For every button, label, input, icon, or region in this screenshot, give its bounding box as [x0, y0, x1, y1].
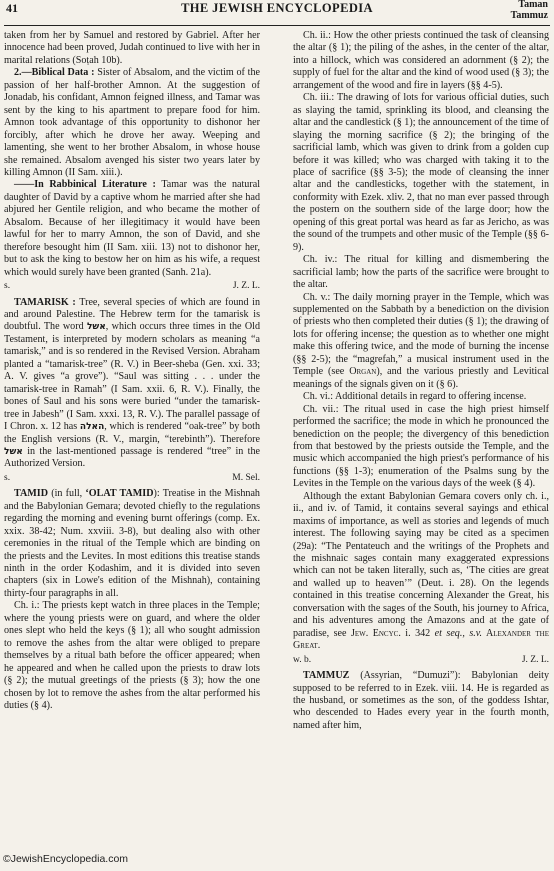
- article-title: TAMMUZ: [303, 670, 350, 682]
- right-column: [293, 30, 549, 732]
- signature-class: s.: [4, 472, 11, 483]
- page-number: 41: [6, 1, 18, 15]
- paragraph: Ch. i.: The priests kept watch in three places in the Temple; where the young priests were on guard, and where the older ones slept who held the keys (§ 1); all who sought admission to remove the ashes from the altar were obliged to prepare themselves by a ritual bath before the officer appeared; when he appeared and when he called upon the priests to draw lots (§ 2); the mutual greetings of the priests (§ 3); how the one chosen by lot to remove the ashes from the altar performed his duties (§ 4).: [4, 600, 260, 712]
- article-title: TAMARISK :: [14, 296, 76, 308]
- hebrew-word: אשל: [86, 322, 106, 333]
- paragraph: Ch. v.: The daily morning prayer in the Temple, which was supplemented on the Sabbath by a benediction on the division of priests who then completed their duties (§ 1); the drawing of lots for offering incense; the question as to whether one might make this offering twice, and the mode of burning the incense (§§ 2-5); the “magrefah,” a musical instrument used in the Temple (see Organ), and the various priestly and Levitical meanings of the signals given on it (§ 6).: [293, 291, 550, 390]
- signature-line: [4, 472, 260, 484]
- cross-reference: Alexander the Great.: [293, 627, 550, 652]
- article-tamarisk: TAMARISK : Tree, several species of which are found in and around Palestine. The Hebrew term for the tamarisk is doubtful. The word אשל, which occurs three times in the Old Testament, is interpreted by modern scholars as meaning “a tamarisk,” and is so rendered in the Revised Version. Abraham planted a “tamarisk-tree” (R. V.) in Beer-sheba (Gen. xxi. 33; A. V. gives “a grove”). “Saul was sitting . . . under the tamarisk-tree in Ramah” (I Sam. xxii. 6, R. V.). Finally, the bones of Saul and his sons were buried “under the tamarisk-tree in Jabesh” (I Sam. xxxi. 13, R. V.). The parallel passage of I Chron. x. 12 has האלה, which is rendered “oak-tree” by both the English versions (R. V., margin, “terebinth”). Therefore אשל in the last-mentioned passage is rendered “tree” in the Authorized Version.: [4, 296, 261, 470]
- section-label: 2.—Biblical Data :: [14, 67, 95, 79]
- signature-line: [4, 280, 260, 292]
- paragraph: Ch. vi.: Additional details in regard to offering incense.: [303, 391, 527, 403]
- cross-reference: Jew. Encyc.: [350, 627, 401, 639]
- signature-author: J. Z. L.: [521, 654, 549, 665]
- paragraph: 2.—Biblical Data : Sister of Absalom, and the victim of the passion of her half-brother Amnon. At the suggestion of Jonadab, his confidant, Amnon feigned illness, and Tamar was sent by the king to his apartment to prepare food for him. Amnon took advantage of this opportunity to dishonor her forcibly, after which he drove her away. Weeping and lamenting, she went to her brother Absalom, in whose house she remained. Absalom avenged his sister two years later by killing Amnon (II Sam. xiii.).: [4, 67, 260, 178]
- paragraph: taken from her by Samuel and restored by Gabriel. After her innocence had been proved, Judah continued to live with her in marital relations (Soṭah 10b).: [4, 30, 260, 66]
- journal-title: THE JEWISH ENCYCLOPEDIA: [181, 1, 373, 15]
- left-column: [4, 30, 260, 712]
- signature-line: [293, 654, 549, 666]
- signature-author: M. Sel.: [232, 472, 260, 483]
- page-header: [4, 0, 550, 26]
- article-title: TAMID: [14, 488, 49, 500]
- paragraph: Ch. iv.: The ritual for killing and dismembering the sacrificial lamb; how the parts of the sacrifice were brought to the altar.: [293, 254, 549, 291]
- running-head-first: Taman: [518, 0, 548, 10]
- paragraph: Although the extant Babylonian Gemara covers only ch. i., ii., and iv. of Tamid, it contains several sayings and ethical maxims of importance, as well as stories and legends of much interest. The following saying may be cited as a specimen (29a): “The Pentateuch and the writings of the Prophets and the mishnaic sages contain many exaggerated expressions which can not be taken literally, such as, ‘The cities are great and walled up to heaven’” (Deut. i. 28). On the legends contained in this treatise concerning Alexander the Great, his conversation with the sages of the South, his journey to Africa, and his adventures among the Amazons and at the gate of paradise, see Jew. Encyc. i. 342 et seq., s.v. Alexander the Great.: [293, 490, 550, 652]
- hebrew-word: אשל: [4, 446, 23, 457]
- paragraph: ——In Rabbinical Literature : Tamar was the natural daughter of David by a captive whom he married after she had abjured her Gentile religion, and who became the mother of Absalom. Because of her illegitimacy it would have been lawful for her to marry Amnon, the son of David, and she therefore besought him (II Sam. xiii. 13) not to dishonor her, but to ask the king to bestow her on him as his wife, a request which would surely have been granted (Sanh. 21a).: [4, 179, 261, 278]
- signature-class: s.: [4, 281, 11, 292]
- paragraph: Ch. ii.: How the other priests continued the task of cleansing the altar (§ 1); the piling of the ashes, in the center of the altar, into a hillock, which was considered an adornment (§ 2); the supply of fuel for the altar and the kind of wood used (§ 3); the arrangement of the wood and fire in layers (§§ 4-5).: [293, 30, 549, 91]
- running-head: [511, 0, 548, 21]
- article-tammuz: TAMMUZ (Assyrian, “Dumuzi”): Babylonian deity supposed to be referred to in Ezek. viii. 14. He is regarded as the husband, or sometimes as the son, of the goddess Ishtar, who descended to Hades every year in the fourth month, named after him,: [293, 670, 549, 731]
- paragraph: Ch. iii.: The drawing of lots for various official duties, such as slaying the tamid, sprinkling its blood, and cleansing the altar and the candlestick (§ 1); the announcement of the time of slaying the morning sacrifice (§ 2); the bringing of the sacrificial lamb, which was given to drink from a golden cup before it was killed; who was charged with taking it to the place of sacrifice (§§ 3-5); the mode of cleansing the inner altar and the candlesticks, together with the statement, in conformity with Ezek. xliv. 2, that no man ever passed through the postern on the southern side of the large door; how the opening of this great portal was heard as far as Jericho, as was the sound of the trumpets and other music of the Temple (§§ 6-9).: [293, 92, 549, 253]
- article-tamid: TAMID (in full, ‘OLAT TAMID): Treatise in the Mishnah and the Babylonian Gemara; devoted chiefly to the regulations regarding the morning and evening burnt offerings (comp. Ex. xxix. 38-42; Num. xxviii. 3-8), but dealing also with other ceremonies in the ritual of the Temple which are binding on the priests and the Levites. In most editions this treatise stands ninth in the order Ḳodashim, and it is divided into seven chapters (six in Lowe's edition of the Mishnah), containing thirty-four paragraphs in all.: [4, 488, 260, 599]
- footer-credit: ©JewishEncyclopedia.com: [3, 853, 129, 865]
- cross-reference: Organ: [349, 366, 377, 378]
- signature-class: w. b.: [293, 654, 312, 665]
- running-head-last: Tammuz: [510, 10, 548, 21]
- section-label: ——In Rabbinical Literature :: [14, 179, 156, 191]
- signature-author: J. Z. L.: [232, 281, 260, 292]
- header-rule: [4, 25, 550, 26]
- paragraph: Ch. vii.: The ritual used in case the high priest himself performed the sacrifice; the mode in which he pronounced the benediction on the people; the divergency of this benediction from that bestowed by the priests outside the Temple, and the music which accompanied the high priest's performance of his functions (§§ 1-3); enumeration of the Psalms sung by the Levites in the Temple on the various days of the week (§ 4).: [293, 403, 549, 490]
- hebrew-word: האלה: [79, 422, 105, 433]
